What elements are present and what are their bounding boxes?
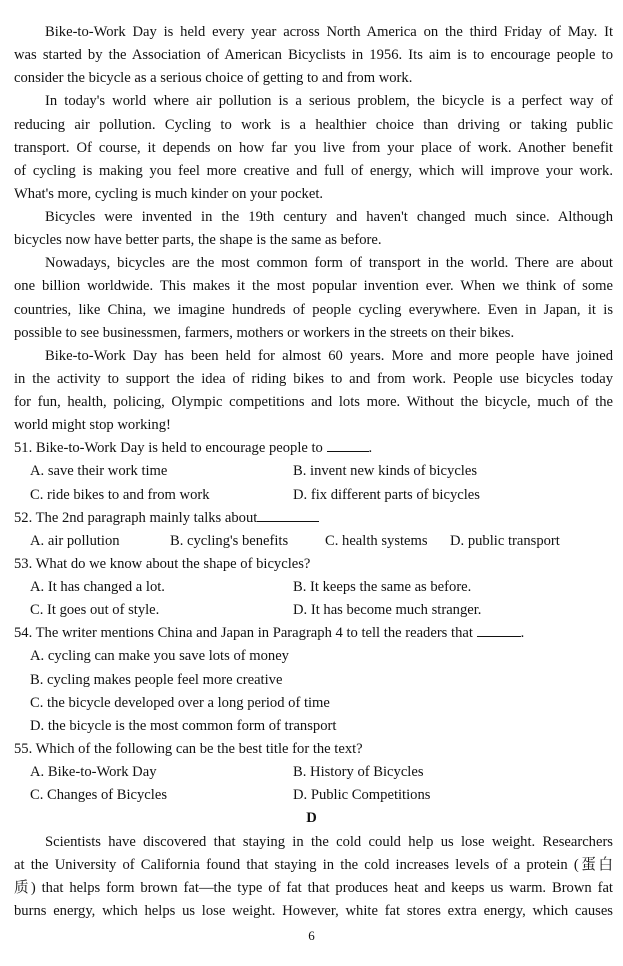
option-b: B. cycling's benefits <box>170 533 289 549</box>
option-d: D. Public Competitions <box>293 787 431 803</box>
option-b: B. History of Bicycles <box>293 764 424 780</box>
option-a: A. save their work time <box>30 463 168 479</box>
paragraph-line: Nowadays, bicycles are the most common form of transport in the world. There are about <box>45 255 613 271</box>
page-number: 6 <box>308 928 315 943</box>
paragraph-line: possible to see businessmen, farmers, mothers or workers in the streets on their bikes. <box>14 325 515 341</box>
option-c: C. It goes out of style. <box>30 602 160 618</box>
option-a: A. It has changed a lot. <box>30 579 165 595</box>
answer-blank <box>257 507 319 522</box>
option-c: C. Changes of Bicycles <box>30 787 167 803</box>
paragraph-line: 质) that helps form brown fat—the type of fat that produces heat and keeps us warm. Brown fat <box>14 880 613 896</box>
paragraph-line: Bike-to-Work Day has been held for almost 60 years. More and more people have joined <box>45 348 613 364</box>
paragraph-line: one billion worldwide. This makes it the most popular invention ever. When we think of some <box>14 278 613 294</box>
option-a: A. cycling can make you save lots of money <box>30 648 289 664</box>
option-d: D. the bicycle is the most common form of transport <box>30 718 337 734</box>
answer-blank <box>477 622 521 637</box>
question-stem: 53. What do we know about the shape of bicycles? <box>14 556 311 572</box>
option-b: B. invent new kinds of bicycles <box>293 463 478 479</box>
paragraph-line: of cycling is making you feel more creative and full of energy, which will improve your work. <box>14 163 613 179</box>
paragraph-line: transport. Of course, it depends on how far you live from your place of work. Another benefit <box>14 140 613 156</box>
paragraph-line: In today's world where air pollution is a serious problem, the bicycle is a perfect way of <box>45 93 613 109</box>
paragraph-line: world might stop working! <box>14 417 171 433</box>
option-c: C. ride bikes to and from work <box>30 487 210 503</box>
paragraph-line: consider the bicycle as a serious choice of getting to and from work. <box>14 70 413 86</box>
question-stem: 52. The 2nd paragraph mainly talks about <box>14 507 613 530</box>
option-d: D. It has become much stranger. <box>293 602 482 618</box>
paragraph-line: countries, like China, we imagine hundreds of people cycling everywhere. Even in Japan, it is <box>14 302 613 318</box>
option-a: A. Bike-to-Work Day <box>30 764 157 780</box>
paragraph-line: bicycles now have better parts, the shape is the same as before. <box>14 232 382 248</box>
section-heading: D <box>306 810 317 826</box>
option-c: C. the bicycle developed over a long period of time <box>30 695 330 711</box>
option-b: B. cycling makes people feel more creative <box>30 672 283 688</box>
option-d: D. public transport <box>450 533 560 549</box>
paragraph-line: reducing air pollution. Cycling to work is a healthier choice than driving or taking public <box>14 117 613 133</box>
paragraph-line: for fun, health, policing, Olympic competitions and lots more. Without the bicycle, much of the <box>14 394 613 410</box>
paragraph-line: Bike-to-Work Day is held every year across North America on the third Friday of May. It <box>45 24 613 40</box>
answer-blank <box>327 437 369 452</box>
option-c: C. health systems <box>325 533 428 549</box>
paragraph-line: Scientists have discovered that staying in the cold could help us lose weight. Researchers <box>45 834 613 850</box>
option-b: B. It keeps the same as before. <box>293 579 472 595</box>
paragraph-line: in the activity to support the idea of riding bikes to and from work. People use bicycles today <box>14 371 613 387</box>
paragraph-line: Bicycles were invented in the 19th century and haven't changed much since. Although <box>45 209 613 225</box>
paragraph-line: burns energy, which helps us lose weight. However, white fat stores extra energy, which causes <box>14 903 613 919</box>
option-a: A. air pollution <box>30 533 120 549</box>
paragraph-line: was started by the Association of American Bicyclists in 1956. Its aim is to encourage people to <box>14 47 613 63</box>
question-stem: 54. The writer mentions China and Japan in Paragraph 4 to tell the readers that . <box>14 622 613 645</box>
option-d: D. fix different parts of bicycles <box>293 487 480 503</box>
paragraph-line: What's more, cycling is much kinder on your pocket. <box>14 186 324 202</box>
question-stem: 55. Which of the following can be the best title for the text? <box>14 741 363 757</box>
question-stem: 51. Bike-to-Work Day is held to encourage people to . <box>14 437 613 460</box>
paragraph-line: at the University of California found that staying in the cold increases levels of a protein (蛋白 <box>14 857 613 873</box>
